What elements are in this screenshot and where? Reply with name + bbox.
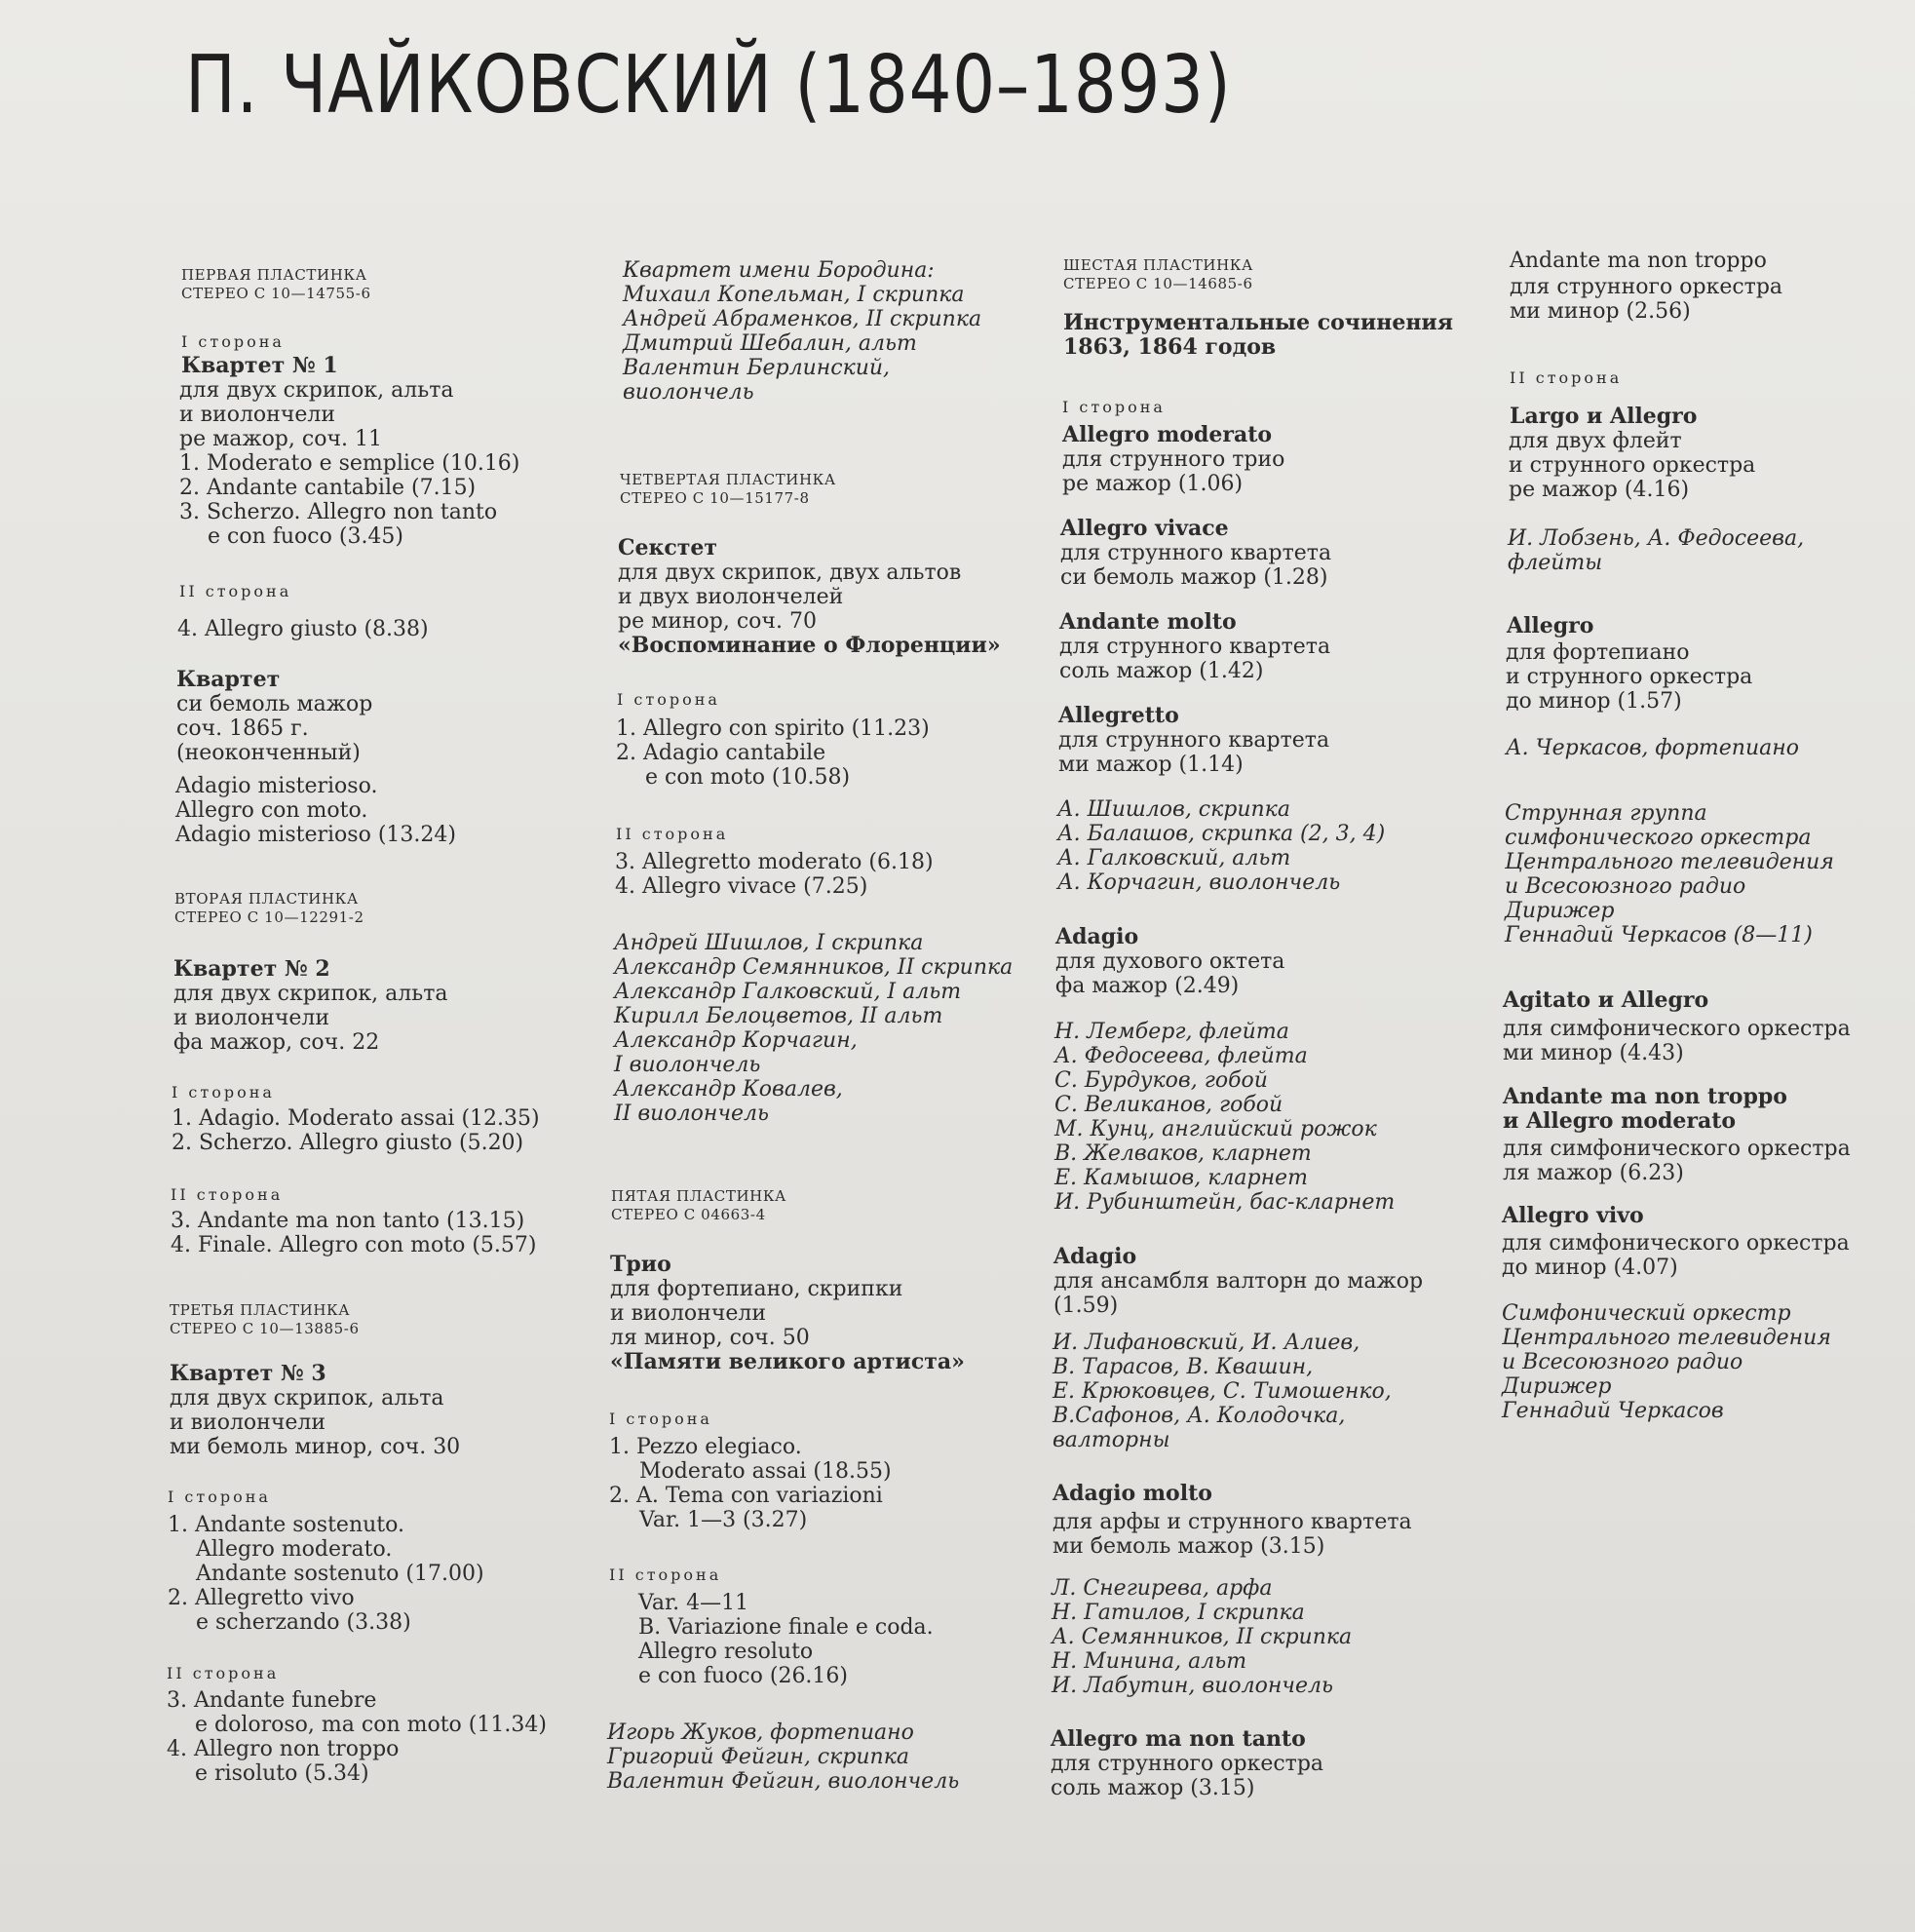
text-line: e doloroso, ma con moto (11.34) bbox=[195, 1713, 547, 1737]
text-line: для струнного квартета bbox=[1058, 728, 1330, 753]
text-line: Андрей Шишлов, I скрипка bbox=[614, 931, 924, 955]
text-line: Agitato и Allegro bbox=[1503, 987, 1709, 1013]
text-line: 4. Allegro giusto (8.38) bbox=[177, 617, 429, 641]
text-line: СТЕРЕО С 10—14755-6 bbox=[181, 285, 371, 302]
text-line: А. Семянников, II скрипка bbox=[1052, 1625, 1353, 1649]
text-line: 3. Andante funebre bbox=[167, 1688, 377, 1713]
text-line: для струнного оркестра bbox=[1510, 275, 1783, 299]
text-line: А. Балашов, скрипка (2, 3, 4) bbox=[1057, 822, 1386, 846]
text-line: Var. 1—3 (3.27) bbox=[639, 1508, 808, 1532]
text-line: соль мажор (1.42) bbox=[1059, 659, 1264, 683]
text-line: и виолончели bbox=[173, 1006, 330, 1030]
text-line: Квартет № 3 bbox=[170, 1361, 326, 1386]
text-line: Allegro bbox=[1507, 613, 1594, 638]
text-line: для симфонического оркестра bbox=[1502, 1231, 1850, 1256]
text-line: ми минор (2.56) bbox=[1510, 299, 1691, 324]
text-line: и Всесоюзного радио bbox=[1502, 1350, 1743, 1374]
text-line: Центрального телевидения bbox=[1505, 850, 1834, 874]
text-line: ми бемоль мажор (3.15) bbox=[1053, 1534, 1325, 1559]
text-line: 1. Adagio. Moderato assai (12.35) bbox=[172, 1106, 540, 1131]
text-line: для двух скрипок, альта bbox=[170, 1386, 444, 1410]
text-line: ПЕРВАЯ ПЛАСТИНКА bbox=[181, 266, 367, 284]
text-line: А. Черкасов, фортепиано bbox=[1506, 736, 1799, 760]
text-line: 2. Adagio cantabile bbox=[616, 741, 826, 765]
text-line: для симфонического оркестра bbox=[1503, 1137, 1851, 1161]
text-line: ре мажор, соч. 11 bbox=[179, 427, 382, 451]
text-line: I сторона bbox=[168, 1488, 271, 1506]
text-line: Adagio misterioso. bbox=[175, 774, 378, 798]
text-line: 1. Moderato e semplice (10.16) bbox=[179, 451, 520, 476]
text-line: для струнного трио bbox=[1062, 447, 1285, 472]
text-line: си бемоль мажор bbox=[176, 692, 373, 716]
text-line: для двух скрипок, альта bbox=[173, 982, 448, 1006]
text-line: Григорий Фейгин, скрипка bbox=[607, 1745, 909, 1769]
text-line: 2. Allegretto vivo bbox=[168, 1586, 355, 1610]
text-line: Квартет № 1 bbox=[181, 353, 338, 378]
text-line: Moderato assai (18.55) bbox=[639, 1459, 892, 1484]
text-line: И. Рубинштейн, бас-кларнет bbox=[1054, 1190, 1396, 1215]
text-line: и Allegro moderato bbox=[1503, 1108, 1737, 1134]
text-line: Квартет имени Бородина: bbox=[623, 258, 935, 283]
text-line: до минор (1.57) bbox=[1506, 689, 1682, 714]
text-line: Н. Гатилов, I скрипка bbox=[1052, 1601, 1305, 1625]
text-line: Валентин Фейгин, виолончель bbox=[607, 1769, 960, 1794]
text-line: ре минор, соч. 70 bbox=[618, 609, 817, 634]
text-line: Михаил Копельман, I скрипка bbox=[623, 283, 965, 307]
text-line: ля минор, соч. 50 bbox=[610, 1326, 810, 1350]
text-line: Allegretto bbox=[1058, 703, 1179, 728]
text-line: соль мажор (3.15) bbox=[1051, 1776, 1255, 1800]
text-line: А. Федосеева, флейта bbox=[1054, 1044, 1308, 1068]
text-line: Дирижер bbox=[1505, 899, 1615, 923]
text-line: фа мажор, соч. 22 bbox=[173, 1030, 380, 1055]
text-line: Александр Галковский, I альт bbox=[614, 980, 962, 1004]
text-line: II сторона bbox=[616, 825, 729, 843]
text-line: ре мажор (4.16) bbox=[1509, 478, 1690, 502]
text-line: Секстет bbox=[618, 535, 718, 560]
text-line: Allegro moderato bbox=[1062, 422, 1273, 447]
text-line: (1.59) bbox=[1053, 1294, 1119, 1318]
text-line: Allegro moderato. bbox=[196, 1537, 393, 1562]
text-line: СТЕРЕО С 10—12291-2 bbox=[174, 908, 364, 926]
text-line: 4. Allegro non troppo bbox=[167, 1737, 400, 1761]
text-line: Александр Семянников, II скрипка bbox=[614, 955, 1014, 980]
text-line: 3. Allegretto moderato (6.18) bbox=[615, 850, 934, 874]
text-line: Adagio misterioso (13.24) bbox=[175, 823, 456, 847]
text-line: и струнного оркестра bbox=[1509, 453, 1756, 478]
text-line: и Всесоюзного радио bbox=[1505, 874, 1746, 899]
text-line: ля мажор (6.23) bbox=[1503, 1161, 1684, 1185]
text-line: ТРЕТЬЯ ПЛАСТИНКА bbox=[170, 1301, 351, 1319]
text-line: (неоконченный) bbox=[176, 741, 361, 765]
text-line: ми мажор (1.14) bbox=[1058, 753, 1244, 777]
text-line: I виолончель bbox=[614, 1053, 761, 1077]
text-line: 2. Andante cantabile (7.15) bbox=[179, 476, 477, 500]
text-line: Adagio molto bbox=[1053, 1481, 1212, 1506]
text-line: фа мажор (2.49) bbox=[1055, 974, 1240, 998]
text-line: А. Шишлов, скрипка bbox=[1057, 797, 1290, 822]
text-line: для фортепиано bbox=[1506, 640, 1690, 665]
text-line: 4. Finale. Allegro con moto (5.57) bbox=[171, 1233, 537, 1257]
text-line: для струнного оркестра bbox=[1051, 1752, 1324, 1776]
text-line: «Воспоминание о Флоренции» bbox=[618, 633, 1001, 658]
text-line: e con fuoco (26.16) bbox=[638, 1664, 849, 1688]
text-line: и двух виолончелей bbox=[618, 585, 844, 609]
text-line: И. Лабутин, виолончель bbox=[1052, 1674, 1333, 1698]
text-line: Центрального телевидения bbox=[1502, 1326, 1831, 1350]
text-line: СТЕРЕО С 04663-4 bbox=[611, 1206, 766, 1223]
text-line: Александр Ковалев, bbox=[614, 1077, 843, 1101]
text-line: и виолончели bbox=[179, 403, 336, 427]
text-line: II сторона bbox=[171, 1185, 284, 1204]
text-line: Кирилл Белоцветов, II альт bbox=[614, 1004, 943, 1028]
text-line: 3. Andante ma non tanto (13.15) bbox=[171, 1209, 525, 1233]
text-line: 2. Scherzo. Allegro giusto (5.20) bbox=[172, 1131, 524, 1155]
text-line: I сторона bbox=[609, 1410, 712, 1428]
text-line: ШЕСТАЯ ПЛАСТИНКА bbox=[1063, 256, 1253, 274]
text-line: для струнного квартета bbox=[1060, 541, 1332, 565]
text-line: Геннадий Черкасов bbox=[1502, 1399, 1724, 1423]
text-line: для фортепиано, скрипки bbox=[610, 1277, 903, 1301]
text-line: В. Желваков, кларнет bbox=[1054, 1141, 1312, 1166]
text-line: для двух скрипок, двух альтов bbox=[618, 560, 962, 585]
text-line: Var. 4—11 bbox=[638, 1591, 749, 1615]
text-line: «Памяти великого артиста» bbox=[610, 1349, 965, 1374]
text-line: флейты bbox=[1508, 551, 1603, 575]
text-line: ВТОРАЯ ПЛАСТИНКА bbox=[174, 890, 359, 908]
text-line: 4. Allegro vivace (7.25) bbox=[615, 874, 868, 899]
text-line: Adagio bbox=[1055, 924, 1139, 949]
text-line: А. Галковский, альт bbox=[1057, 846, 1291, 870]
text-line: I сторона bbox=[1062, 398, 1166, 416]
text-line: Л. Снегирева, арфа bbox=[1052, 1576, 1273, 1601]
text-line: Геннадий Черкасов (8—11) bbox=[1505, 923, 1813, 947]
text-line: виолончель bbox=[623, 380, 754, 405]
text-line: С. Великанов, гобой bbox=[1054, 1093, 1283, 1117]
text-line: И. Лифановский, И. Алиев, bbox=[1053, 1331, 1360, 1355]
text-line: Андрей Абраменков, II скрипка bbox=[623, 307, 982, 331]
text-line: ПЯТАЯ ПЛАСТИНКА bbox=[611, 1187, 787, 1205]
text-line: Инструментальные сочинения bbox=[1063, 310, 1453, 335]
text-line: Трио bbox=[610, 1252, 671, 1277]
text-line: Александр Корчагин, bbox=[614, 1028, 858, 1053]
text-line: I сторона bbox=[181, 332, 285, 351]
text-line: Adagio bbox=[1053, 1244, 1137, 1269]
text-line: Дмитрий Шебалин, альт bbox=[623, 331, 917, 356]
text-line: 1. Pezzo elegiaco. bbox=[609, 1435, 802, 1459]
text-line: Квартет № 2 bbox=[173, 956, 330, 982]
text-line: Allegro resoluto bbox=[638, 1640, 814, 1664]
text-line: Игорь Жуков, фортепиано bbox=[607, 1720, 914, 1745]
text-line: I сторона bbox=[617, 690, 720, 709]
text-line: Н. Лемберг, флейта bbox=[1054, 1020, 1289, 1044]
text-line: до минор (4.07) bbox=[1502, 1256, 1678, 1280]
text-line: си бемоль мажор (1.28) bbox=[1060, 565, 1328, 590]
text-line: Andante molto bbox=[1059, 609, 1237, 635]
text-line: 2. A. Tema con variazioni bbox=[609, 1484, 883, 1508]
text-line: А. Корчагин, виолончель bbox=[1057, 870, 1341, 895]
text-line: Е. Крюковцев, С. Тимошенко, bbox=[1053, 1379, 1392, 1404]
text-line: 3. Scherzo. Allegro non tanto bbox=[179, 500, 498, 524]
text-line: 1. Andante sostenuto. bbox=[168, 1513, 404, 1537]
text-line: И. Лобзень, А. Федосеева, bbox=[1508, 526, 1805, 551]
text-line: и виолончели bbox=[170, 1410, 326, 1435]
text-line: для струнного квартета bbox=[1059, 635, 1331, 659]
text-line: e scherzando (3.38) bbox=[196, 1610, 411, 1635]
text-line: Дирижер bbox=[1502, 1374, 1612, 1399]
text-line: С. Бурдуков, гобой bbox=[1054, 1068, 1268, 1093]
text-line: СТЕРЕО С 10—15177-8 bbox=[620, 489, 810, 507]
text-line: Квартет bbox=[176, 667, 281, 692]
text-line: e con fuoco (3.45) bbox=[208, 524, 404, 549]
text-line: и виолончели bbox=[610, 1301, 767, 1326]
text-line: e risoluto (5.34) bbox=[195, 1761, 369, 1786]
text-line: Largo и Allegro bbox=[1510, 404, 1698, 429]
text-line: для двух скрипок, альта bbox=[179, 378, 454, 403]
text-line: Allegro vivo bbox=[1502, 1203, 1644, 1228]
text-line: Allegro ma non tanto bbox=[1051, 1726, 1306, 1752]
text-line: Симфонический оркестр bbox=[1502, 1301, 1791, 1326]
text-line: ми бемоль минор, соч. 30 bbox=[170, 1435, 461, 1459]
page-title: П. ЧАЙКОВСКИЙ (1840–1893) bbox=[185, 39, 1232, 132]
text-line: II виолончель bbox=[614, 1101, 770, 1126]
text-line: соч. 1865 г. bbox=[176, 716, 309, 741]
text-line: В. Тарасов, В. Квашин, bbox=[1053, 1355, 1314, 1379]
text-line: и струнного оркестра bbox=[1506, 665, 1753, 689]
text-line: 1863, 1864 годов bbox=[1063, 334, 1277, 360]
text-line: ре мажор (1.06) bbox=[1062, 472, 1244, 496]
text-line: I сторона bbox=[172, 1083, 275, 1101]
text-line: СТЕРЕО С 10—14685-6 bbox=[1063, 275, 1253, 292]
text-line: II сторона bbox=[1510, 368, 1623, 387]
text-line: II сторона bbox=[179, 582, 292, 600]
text-line: для арфы и струнного квартета bbox=[1053, 1510, 1412, 1534]
text-line: Andante ma non troppo bbox=[1503, 1084, 1787, 1109]
text-line: М. Кунц, английский рожок bbox=[1054, 1117, 1377, 1141]
text-line: Andante ma non troppo bbox=[1510, 249, 1767, 273]
text-line: e con moto (10.58) bbox=[645, 765, 851, 790]
text-line: B. Variazione finale e coda. bbox=[638, 1615, 934, 1640]
text-line: Allegro con moto. bbox=[175, 798, 368, 823]
text-line: Allegro vivace bbox=[1060, 516, 1229, 541]
text-line: II сторона bbox=[167, 1664, 280, 1682]
text-line: 1. Allegro con spirito (11.23) bbox=[616, 716, 930, 741]
text-line: симфонического оркестра bbox=[1505, 826, 1812, 850]
text-line: Н. Минина, альт bbox=[1052, 1649, 1247, 1674]
text-line: для ансамбля валторн до мажор bbox=[1053, 1269, 1424, 1294]
text-line: валторны bbox=[1053, 1428, 1170, 1452]
text-line: Andante sostenuto (17.00) bbox=[196, 1562, 484, 1586]
text-line: Струнная группа bbox=[1505, 801, 1707, 826]
text-line: ЧЕТВЕРТАЯ ПЛАСТИНКА bbox=[620, 471, 836, 488]
text-line: Е. Камышов, кларнет bbox=[1054, 1166, 1308, 1190]
text-line: В.Сафонов, А. Колодочка, bbox=[1053, 1404, 1346, 1428]
text-line: для духового октета bbox=[1055, 949, 1285, 974]
text-line: II сторона bbox=[609, 1565, 722, 1584]
text-line: ми минор (4.43) bbox=[1503, 1041, 1684, 1065]
text-line: для симфонического оркестра bbox=[1503, 1017, 1851, 1041]
text-line: для двух флейт bbox=[1509, 429, 1682, 453]
text-line: Валентин Берлинский, bbox=[623, 356, 891, 380]
text-line: СТЕРЕО С 10—13885-6 bbox=[170, 1320, 360, 1337]
